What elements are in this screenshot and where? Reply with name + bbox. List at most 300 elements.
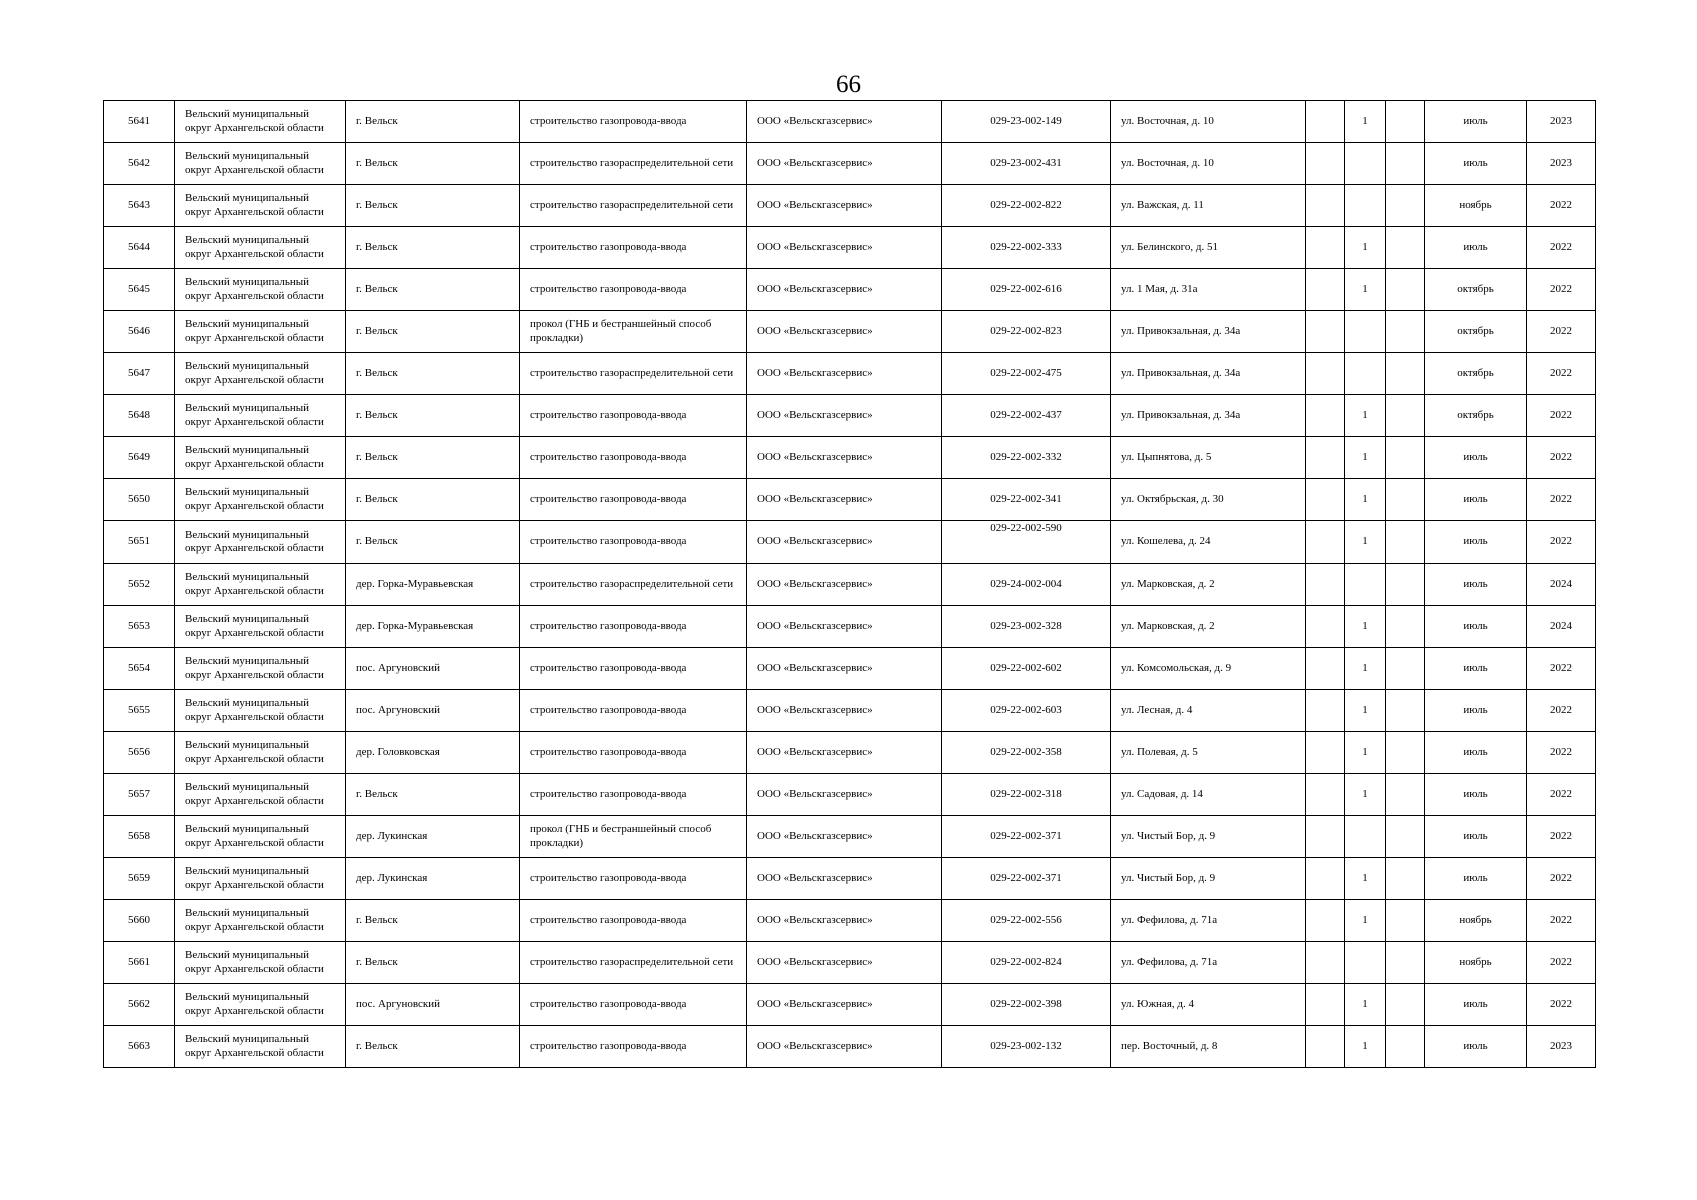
municipality-cell: Вельский муниципальный округ Архангельской области xyxy=(175,942,346,984)
quantity-cell: 1 xyxy=(1345,479,1386,521)
empty-cell xyxy=(1306,1026,1345,1068)
quantity-cell xyxy=(1345,564,1386,606)
empty-cell xyxy=(1306,395,1345,437)
empty-cell xyxy=(1386,353,1425,395)
year-cell: 2022 xyxy=(1527,816,1596,858)
month-cell: октябрь xyxy=(1425,311,1527,353)
municipality-cell: Вельский муниципальный округ Архангельской области xyxy=(175,269,346,311)
address-cell: пер. Восточный, д. 8 xyxy=(1111,1026,1306,1068)
work-type-cell: строительство газопровода-ввода xyxy=(520,101,747,143)
quantity-cell xyxy=(1345,942,1386,984)
empty-cell xyxy=(1306,690,1345,732)
empty-cell xyxy=(1306,816,1345,858)
cadastre-number-cell: 029-22-002-602 xyxy=(942,648,1111,690)
month-cell: октябрь xyxy=(1425,269,1527,311)
settlement-cell: дер. Лукинская xyxy=(346,816,520,858)
address-cell: ул. Привокзальная, д. 34а xyxy=(1111,395,1306,437)
address-cell: ул. Фефилова, д. 71а xyxy=(1111,942,1306,984)
settlement-cell: г. Вельск xyxy=(346,185,520,227)
work-type-cell: строительство газораспределительной сети xyxy=(520,564,747,606)
empty-cell xyxy=(1306,437,1345,479)
table-row xyxy=(104,816,1596,858)
organization-cell: ООО «Вельскгазсервис» xyxy=(747,395,942,437)
month-cell: июль xyxy=(1425,816,1527,858)
record-number-cell: 5649 xyxy=(104,437,175,479)
organization-cell: ООО «Вельскгазсервис» xyxy=(747,353,942,395)
cadastre-number-cell: 029-22-002-318 xyxy=(942,774,1111,816)
month-cell: июль xyxy=(1425,143,1527,185)
settlement-cell: пос. Аргуновский xyxy=(346,690,520,732)
work-type-cell: строительство газопровода-ввода xyxy=(520,900,747,942)
month-cell: июль xyxy=(1425,648,1527,690)
empty-cell xyxy=(1386,984,1425,1026)
cadastre-number-cell: 029-22-002-603 xyxy=(942,690,1111,732)
organization-cell: ООО «Вельскгазсервис» xyxy=(747,606,942,648)
record-number-cell: 5644 xyxy=(104,227,175,269)
year-cell: 2022 xyxy=(1527,942,1596,984)
year-cell: 2022 xyxy=(1527,858,1596,900)
month-cell: июль xyxy=(1425,521,1527,564)
work-type-cell: строительство газопровода-ввода xyxy=(520,774,747,816)
quantity-cell: 1 xyxy=(1345,984,1386,1026)
quantity-cell: 1 xyxy=(1345,101,1386,143)
year-cell: 2022 xyxy=(1527,732,1596,774)
table-row xyxy=(104,690,1596,732)
municipality-cell: Вельский муниципальный округ Архангельской области xyxy=(175,816,346,858)
empty-cell xyxy=(1386,101,1425,143)
quantity-cell: 1 xyxy=(1345,395,1386,437)
address-cell: ул. Садовая, д. 14 xyxy=(1111,774,1306,816)
quantity-cell: 1 xyxy=(1345,690,1386,732)
work-type-cell: прокол (ГНБ и бестраншейный способ прокладки) xyxy=(520,816,747,858)
table-row xyxy=(104,984,1596,1026)
organization-cell: ООО «Вельскгазсервис» xyxy=(747,774,942,816)
record-number-cell: 5651 xyxy=(104,521,175,564)
month-cell: октябрь xyxy=(1425,395,1527,437)
municipality-cell: Вельский муниципальный округ Архангельской области xyxy=(175,984,346,1026)
organization-cell: ООО «Вельскгазсервис» xyxy=(747,143,942,185)
empty-cell xyxy=(1386,732,1425,774)
empty-cell xyxy=(1306,521,1345,564)
organization-cell: ООО «Вельскгазсервис» xyxy=(747,942,942,984)
address-cell: ул. Восточная, д. 10 xyxy=(1111,101,1306,143)
settlement-cell: г. Вельск xyxy=(346,942,520,984)
cadastre-number-cell: 029-22-002-332 xyxy=(942,437,1111,479)
work-type-cell: строительство газопровода-ввода xyxy=(520,606,747,648)
work-type-cell: строительство газопровода-ввода xyxy=(520,269,747,311)
empty-cell xyxy=(1306,353,1345,395)
cadastre-number-cell: 029-22-002-437 xyxy=(942,395,1111,437)
settlement-cell: дер. Горка-Муравьевская xyxy=(346,564,520,606)
empty-cell xyxy=(1306,227,1345,269)
address-cell: ул. Чистый Бор, д. 9 xyxy=(1111,816,1306,858)
empty-cell xyxy=(1386,648,1425,690)
municipality-cell: Вельский муниципальный округ Архангельской области xyxy=(175,311,346,353)
table-row xyxy=(104,395,1596,437)
address-cell: ул. Лесная, д. 4 xyxy=(1111,690,1306,732)
work-type-cell: строительство газопровода-ввода xyxy=(520,858,747,900)
cadastre-number-cell: 029-22-002-824 xyxy=(942,942,1111,984)
work-type-cell: строительство газопровода-ввода xyxy=(520,227,747,269)
empty-cell xyxy=(1386,185,1425,227)
address-cell: ул. Марковская, д. 2 xyxy=(1111,606,1306,648)
record-number-cell: 5642 xyxy=(104,143,175,185)
record-number-cell: 5643 xyxy=(104,185,175,227)
month-cell: июль xyxy=(1425,227,1527,269)
quantity-cell: 1 xyxy=(1345,521,1386,564)
settlement-cell: г. Вельск xyxy=(346,269,520,311)
record-number-cell: 5652 xyxy=(104,564,175,606)
address-cell: ул. Чистый Бор, д. 9 xyxy=(1111,858,1306,900)
year-cell: 2022 xyxy=(1527,311,1596,353)
municipality-cell: Вельский муниципальный округ Архангельской области xyxy=(175,648,346,690)
empty-cell xyxy=(1386,521,1425,564)
empty-cell xyxy=(1386,1026,1425,1068)
municipality-cell: Вельский муниципальный округ Архангельской области xyxy=(175,101,346,143)
record-number-cell: 5646 xyxy=(104,311,175,353)
quantity-cell: 1 xyxy=(1345,732,1386,774)
cadastre-number-cell: 029-22-002-475 xyxy=(942,353,1111,395)
quantity-cell: 1 xyxy=(1345,648,1386,690)
year-cell: 2023 xyxy=(1527,101,1596,143)
empty-cell xyxy=(1306,858,1345,900)
empty-cell xyxy=(1306,732,1345,774)
municipality-cell: Вельский муниципальный округ Архангельской области xyxy=(175,521,346,564)
municipality-cell: Вельский муниципальный округ Архангельской области xyxy=(175,1026,346,1068)
month-cell: ноябрь xyxy=(1425,900,1527,942)
organization-cell: ООО «Вельскгазсервис» xyxy=(747,564,942,606)
year-cell: 2022 xyxy=(1527,185,1596,227)
cadastre-number-cell: 029-23-002-149 xyxy=(942,101,1111,143)
month-cell: июль xyxy=(1425,437,1527,479)
month-cell: июль xyxy=(1425,690,1527,732)
settlement-cell: дер. Лукинская xyxy=(346,858,520,900)
cadastre-number-cell: 029-22-002-616 xyxy=(942,269,1111,311)
municipality-cell: Вельский муниципальный округ Архангельской области xyxy=(175,227,346,269)
address-cell: ул. Важская, д. 11 xyxy=(1111,185,1306,227)
table-row xyxy=(104,143,1596,185)
empty-cell xyxy=(1306,101,1345,143)
year-cell: 2022 xyxy=(1527,774,1596,816)
municipality-cell: Вельский муниципальный округ Архангельской области xyxy=(175,353,346,395)
empty-cell xyxy=(1386,606,1425,648)
organization-cell: ООО «Вельскгазсервис» xyxy=(747,521,942,564)
year-cell: 2022 xyxy=(1527,479,1596,521)
organization-cell: ООО «Вельскгазсервис» xyxy=(747,732,942,774)
table-row xyxy=(104,521,1596,564)
organization-cell: ООО «Вельскгазсервис» xyxy=(747,269,942,311)
cadastre-number-cell: 029-22-002-556 xyxy=(942,900,1111,942)
address-cell: ул. Комсомольская, д. 9 xyxy=(1111,648,1306,690)
empty-cell xyxy=(1386,816,1425,858)
settlement-cell: г. Вельск xyxy=(346,353,520,395)
month-cell: июль xyxy=(1425,564,1527,606)
empty-cell xyxy=(1386,227,1425,269)
month-cell: июль xyxy=(1425,984,1527,1026)
record-number-cell: 5661 xyxy=(104,942,175,984)
work-type-cell: строительство газораспределительной сети xyxy=(520,942,747,984)
quantity-cell: 1 xyxy=(1345,1026,1386,1068)
table-row xyxy=(104,774,1596,816)
organization-cell: ООО «Вельскгазсервис» xyxy=(747,816,942,858)
empty-cell xyxy=(1386,311,1425,353)
cadastre-number-cell: 029-22-002-358 xyxy=(942,732,1111,774)
organization-cell: ООО «Вельскгазсервис» xyxy=(747,311,942,353)
municipality-cell: Вельский муниципальный округ Архангельской области xyxy=(175,732,346,774)
cadastre-number-cell: 029-24-002-004 xyxy=(942,564,1111,606)
address-cell: ул. Восточная, д. 10 xyxy=(1111,143,1306,185)
table-row xyxy=(104,1026,1596,1068)
organization-cell: ООО «Вельскгазсервис» xyxy=(747,984,942,1026)
empty-cell xyxy=(1306,564,1345,606)
empty-cell xyxy=(1306,479,1345,521)
empty-cell xyxy=(1306,774,1345,816)
organization-cell: ООО «Вельскгазсервис» xyxy=(747,101,942,143)
month-cell: июль xyxy=(1425,732,1527,774)
empty-cell xyxy=(1306,984,1345,1026)
municipality-cell: Вельский муниципальный округ Архангельской области xyxy=(175,479,346,521)
settlement-cell: пос. Аргуновский xyxy=(346,648,520,690)
empty-cell xyxy=(1386,143,1425,185)
organization-cell: ООО «Вельскгазсервис» xyxy=(747,648,942,690)
record-number-cell: 5647 xyxy=(104,353,175,395)
table-row xyxy=(104,101,1596,143)
empty-cell xyxy=(1386,269,1425,311)
address-cell: ул. Октябрьская, д. 30 xyxy=(1111,479,1306,521)
settlement-cell: г. Вельск xyxy=(346,101,520,143)
work-type-cell: строительство газопровода-ввода xyxy=(520,1026,747,1068)
municipality-cell: Вельский муниципальный округ Архангельской области xyxy=(175,858,346,900)
year-cell: 2022 xyxy=(1527,900,1596,942)
month-cell: июль xyxy=(1425,774,1527,816)
table-row xyxy=(104,227,1596,269)
page-number: 66 xyxy=(836,71,861,98)
table-row xyxy=(104,269,1596,311)
empty-cell xyxy=(1386,395,1425,437)
empty-cell xyxy=(1386,774,1425,816)
work-type-cell: строительство газопровода-ввода xyxy=(520,648,747,690)
table-row xyxy=(104,311,1596,353)
quantity-cell xyxy=(1345,816,1386,858)
year-cell: 2022 xyxy=(1527,227,1596,269)
record-number-cell: 5653 xyxy=(104,606,175,648)
year-cell: 2022 xyxy=(1527,395,1596,437)
address-cell: ул. Привокзальная, д. 34а xyxy=(1111,353,1306,395)
organization-cell: ООО «Вельскгазсервис» xyxy=(747,227,942,269)
quantity-cell xyxy=(1345,143,1386,185)
table-row xyxy=(104,648,1596,690)
cadastre-number-cell: 029-23-002-328 xyxy=(942,606,1111,648)
settlement-cell: г. Вельск xyxy=(346,437,520,479)
work-type-cell: строительство газораспределительной сети xyxy=(520,185,747,227)
organization-cell: ООО «Вельскгазсервис» xyxy=(747,690,942,732)
table-row xyxy=(104,564,1596,606)
municipality-cell: Вельский муниципальный округ Архангельской области xyxy=(175,185,346,227)
year-cell: 2023 xyxy=(1527,143,1596,185)
work-type-cell: прокол (ГНБ и бестраншейный способ прокладки) xyxy=(520,311,747,353)
settlement-cell: г. Вельск xyxy=(346,227,520,269)
cadastre-number-cell: 029-23-002-431 xyxy=(942,143,1111,185)
month-cell: июль xyxy=(1425,606,1527,648)
settlement-cell: дер. Головковская xyxy=(346,732,520,774)
quantity-cell: 1 xyxy=(1345,858,1386,900)
cadastre-number-cell: 029-22-002-822 xyxy=(942,185,1111,227)
year-cell: 2024 xyxy=(1527,564,1596,606)
month-cell: июль xyxy=(1425,101,1527,143)
record-number-cell: 5663 xyxy=(104,1026,175,1068)
year-cell: 2022 xyxy=(1527,690,1596,732)
month-cell: июль xyxy=(1425,479,1527,521)
cadastre-number-cell: 029-22-002-371 xyxy=(942,858,1111,900)
quantity-cell: 1 xyxy=(1345,606,1386,648)
record-number-cell: 5654 xyxy=(104,648,175,690)
address-cell: ул. Полевая, д. 5 xyxy=(1111,732,1306,774)
empty-cell xyxy=(1306,900,1345,942)
address-cell: ул. 1 Мая, д. 31а xyxy=(1111,269,1306,311)
address-cell: ул. Привокзальная, д. 34а xyxy=(1111,311,1306,353)
settlement-cell: г. Вельск xyxy=(346,774,520,816)
quantity-cell: 1 xyxy=(1345,900,1386,942)
table-body xyxy=(104,101,1596,1068)
settlement-cell: г. Вельск xyxy=(346,395,520,437)
organization-cell: ООО «Вельскгазсервис» xyxy=(747,479,942,521)
table-row xyxy=(104,606,1596,648)
empty-cell xyxy=(1386,564,1425,606)
work-type-cell: строительство газораспределительной сети xyxy=(520,143,747,185)
year-cell: 2024 xyxy=(1527,606,1596,648)
settlement-cell: пос. Аргуновский xyxy=(346,984,520,1026)
work-type-cell: строительство газопровода-ввода xyxy=(520,479,747,521)
quantity-cell: 1 xyxy=(1345,437,1386,479)
month-cell: октябрь xyxy=(1425,353,1527,395)
quantity-cell xyxy=(1345,311,1386,353)
work-type-cell: строительство газопровода-ввода xyxy=(520,690,747,732)
month-cell: ноябрь xyxy=(1425,185,1527,227)
table-row xyxy=(104,732,1596,774)
table-row xyxy=(104,185,1596,227)
record-number-cell: 5658 xyxy=(104,816,175,858)
empty-cell xyxy=(1386,690,1425,732)
work-type-cell: строительство газопровода-ввода xyxy=(520,984,747,1026)
empty-cell xyxy=(1306,269,1345,311)
empty-cell xyxy=(1306,311,1345,353)
table-row xyxy=(104,900,1596,942)
empty-cell xyxy=(1306,185,1345,227)
year-cell: 2023 xyxy=(1527,1026,1596,1068)
address-cell: ул. Южная, д. 4 xyxy=(1111,984,1306,1026)
record-number-cell: 5659 xyxy=(104,858,175,900)
empty-cell xyxy=(1306,648,1345,690)
record-number-cell: 5656 xyxy=(104,732,175,774)
record-number-cell: 5641 xyxy=(104,101,175,143)
settlement-cell: г. Вельск xyxy=(346,479,520,521)
empty-cell xyxy=(1386,942,1425,984)
organization-cell: ООО «Вельскгазсервис» xyxy=(747,1026,942,1068)
empty-cell xyxy=(1386,858,1425,900)
empty-cell xyxy=(1306,143,1345,185)
municipality-cell: Вельский муниципальный округ Архангельской области xyxy=(175,143,346,185)
record-number-cell: 5648 xyxy=(104,395,175,437)
empty-cell xyxy=(1306,606,1345,648)
quantity-cell xyxy=(1345,185,1386,227)
cadastre-number-cell: 029-22-002-398 xyxy=(942,984,1111,1026)
organization-cell: ООО «Вельскгазсервис» xyxy=(747,858,942,900)
organization-cell: ООО «Вельскгазсервис» xyxy=(747,185,942,227)
work-type-cell: строительство газопровода-ввода xyxy=(520,521,747,564)
address-cell: ул. Фефилова, д. 71а xyxy=(1111,900,1306,942)
table-row xyxy=(104,353,1596,395)
quantity-cell: 1 xyxy=(1345,774,1386,816)
table-row xyxy=(104,437,1596,479)
year-cell: 2022 xyxy=(1527,353,1596,395)
settlement-cell: г. Вельск xyxy=(346,143,520,185)
work-type-cell: строительство газопровода-ввода xyxy=(520,395,747,437)
table-row xyxy=(104,479,1596,521)
municipality-cell: Вельский муниципальный округ Архангельской области xyxy=(175,564,346,606)
quantity-cell: 1 xyxy=(1345,269,1386,311)
year-cell: 2022 xyxy=(1527,521,1596,564)
settlement-cell: дер. Горка-Муравьевская xyxy=(346,606,520,648)
address-cell: ул. Кошелева, д. 24 xyxy=(1111,521,1306,564)
year-cell: 2022 xyxy=(1527,437,1596,479)
registry-table xyxy=(103,100,1596,1068)
municipality-cell: Вельский муниципальный округ Архангельской области xyxy=(175,395,346,437)
quantity-cell: 1 xyxy=(1345,227,1386,269)
record-number-cell: 5657 xyxy=(104,774,175,816)
municipality-cell: Вельский муниципальный округ Архангельской области xyxy=(175,900,346,942)
quantity-cell xyxy=(1345,353,1386,395)
empty-cell xyxy=(1386,437,1425,479)
municipality-cell: Вельский муниципальный округ Архангельской области xyxy=(175,437,346,479)
record-number-cell: 5650 xyxy=(104,479,175,521)
record-number-cell: 5655 xyxy=(104,690,175,732)
municipality-cell: Вельский муниципальный округ Архангельской области xyxy=(175,774,346,816)
month-cell: июль xyxy=(1425,1026,1527,1068)
month-cell: июль xyxy=(1425,858,1527,900)
work-type-cell: строительство газопровода-ввода xyxy=(520,437,747,479)
municipality-cell: Вельский муниципальный округ Архангельской области xyxy=(175,690,346,732)
table-row xyxy=(104,858,1596,900)
address-cell: ул. Марковская, д. 2 xyxy=(1111,564,1306,606)
work-type-cell: строительство газораспределительной сети xyxy=(520,353,747,395)
municipality-cell: Вельский муниципальный округ Архангельской области xyxy=(175,606,346,648)
month-cell: ноябрь xyxy=(1425,942,1527,984)
cadastre-number-cell: 029-22-002-333 xyxy=(942,227,1111,269)
year-cell: 2022 xyxy=(1527,984,1596,1026)
organization-cell: ООО «Вельскгазсервис» xyxy=(747,900,942,942)
empty-cell xyxy=(1386,900,1425,942)
empty-cell xyxy=(1386,479,1425,521)
settlement-cell: г. Вельск xyxy=(346,1026,520,1068)
table-row xyxy=(104,942,1596,984)
cadastre-number-cell: 029-23-002-132 xyxy=(942,1026,1111,1068)
settlement-cell: г. Вельск xyxy=(346,900,520,942)
settlement-cell: г. Вельск xyxy=(346,311,520,353)
organization-cell: ООО «Вельскгазсервис» xyxy=(747,437,942,479)
cadastre-number-cell: 029-22-002-823 xyxy=(942,311,1111,353)
record-number-cell: 5660 xyxy=(104,900,175,942)
cadastre-number-cell: 029-22-002-341 xyxy=(942,479,1111,521)
record-number-cell: 5662 xyxy=(104,984,175,1026)
address-cell: ул. Белинского, д. 51 xyxy=(1111,227,1306,269)
cadastre-number-cell: 029-22-002-590 xyxy=(942,521,1111,564)
cadastre-number-cell: 029-22-002-371 xyxy=(942,816,1111,858)
work-type-cell: строительство газопровода-ввода xyxy=(520,732,747,774)
year-cell: 2022 xyxy=(1527,269,1596,311)
address-cell: ул. Цыпнятова, д. 5 xyxy=(1111,437,1306,479)
year-cell: 2022 xyxy=(1527,648,1596,690)
empty-cell xyxy=(1306,942,1345,984)
